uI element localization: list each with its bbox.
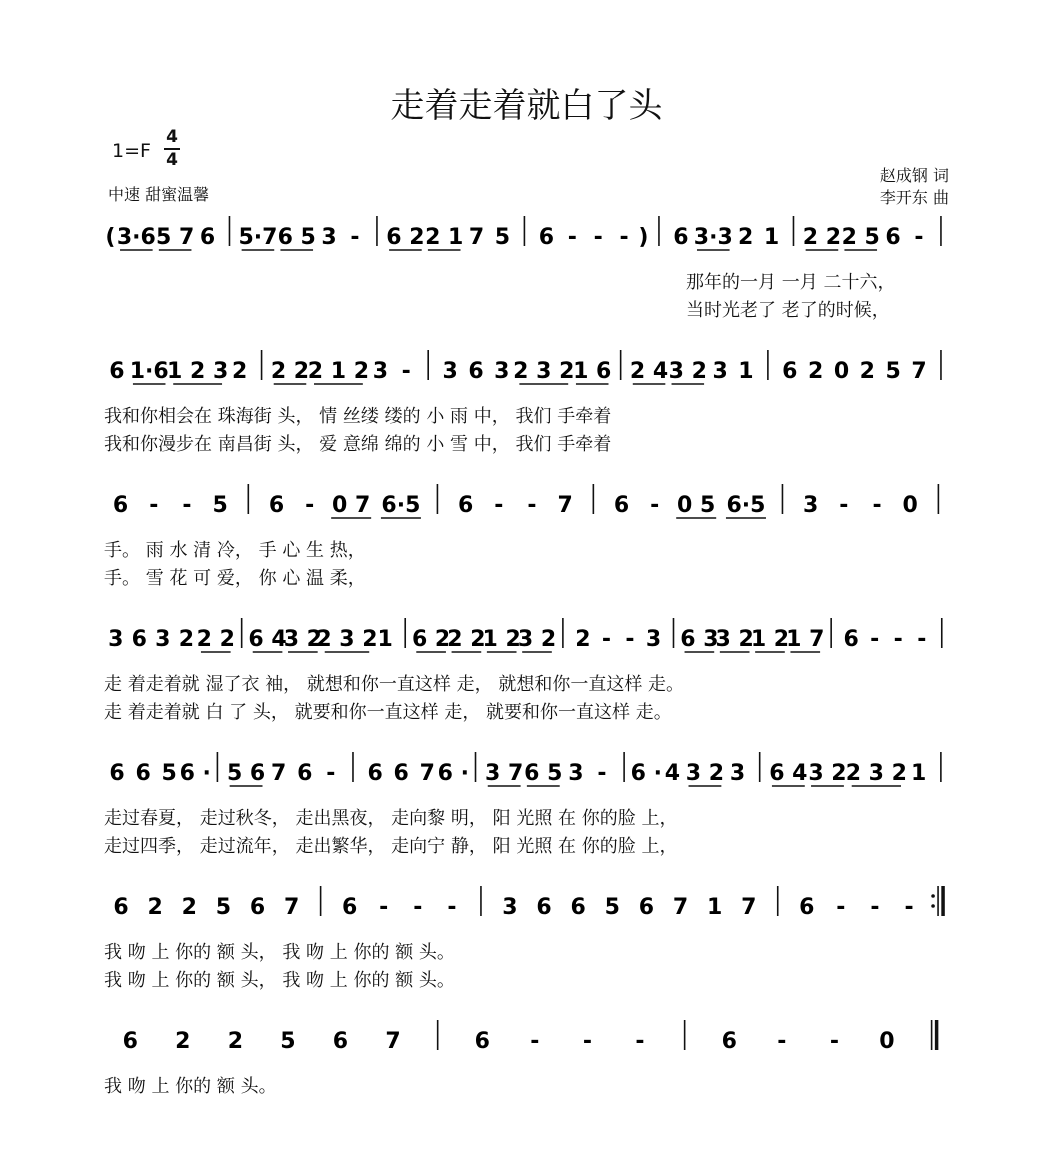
note-group: 3 7 (485, 761, 524, 786)
note-group: 6 (367, 761, 383, 786)
note-group: 6 (673, 225, 689, 250)
note-group: 6 (113, 895, 129, 920)
note-group: 5 (215, 895, 232, 920)
note-group: - (650, 493, 660, 518)
note-group: 0 (902, 493, 918, 518)
note-group: 3 (155, 627, 171, 652)
note-group: - (917, 627, 927, 652)
note-group: 6 · (437, 761, 470, 786)
note-group: 2 (227, 1029, 244, 1054)
note-group: ( (105, 225, 116, 250)
note-group: 6 (122, 1029, 138, 1054)
note-group: 7 (419, 761, 435, 786)
note-group: 3 (712, 359, 728, 384)
note-group: 6 (799, 895, 815, 920)
note-group: 6 (536, 895, 552, 920)
notation-line (0, 208, 1053, 318)
note-group: - (379, 895, 389, 920)
note-group: 3 2 (517, 627, 557, 652)
lyricist-credit: 赵成钢 词 (879, 166, 949, 185)
lyric-line-2: 走过四季， 走过流年， 走出繁华， 走向宁 静， 阳 光照 在 你的脸 上， (104, 836, 678, 857)
note-group: 2 (737, 225, 754, 250)
note-group: 1 (763, 225, 780, 250)
note-group: 3 (502, 895, 518, 920)
note-group: 6 4 (769, 761, 808, 786)
lyric-line-1: 那年的一月 一月 二十六， (686, 272, 896, 293)
note-group: - (527, 493, 537, 518)
note-group: 6 (457, 493, 474, 518)
note-group: 6 (135, 761, 151, 786)
note-group: 6 2 (386, 225, 425, 250)
note-group: 6 (468, 359, 484, 384)
note-group: 1 (706, 895, 723, 920)
note-group: 2 5 (841, 225, 880, 250)
note-group: 4 (664, 761, 681, 786)
lyric-line-1: 我 吻 上 你的 额 头。 (104, 1076, 277, 1097)
note-group: 5 (885, 359, 901, 384)
note-group: 2 (231, 359, 248, 384)
note-group: 2 2 (196, 627, 235, 652)
note-group: ) (638, 225, 649, 250)
note-group: 6 (885, 225, 901, 250)
composer-credit: 李开东 曲 (879, 188, 949, 207)
score-system-2 (0, 342, 1053, 455)
note-group: - (870, 895, 880, 920)
note-group: 7 (911, 359, 927, 384)
note-group: 2 (808, 359, 824, 384)
note-group: 6 (638, 895, 655, 920)
note-group: 2 4 (629, 359, 669, 384)
note-group: - (567, 225, 577, 250)
note-group: 2 1 2 (307, 359, 370, 384)
note-group: 6 4 (248, 627, 287, 652)
note-group: 3 2 (808, 761, 847, 786)
note-group: 3 (803, 493, 819, 518)
note-group: 5 (212, 493, 228, 518)
note-group: 2 (859, 359, 875, 384)
note-group: 6 (112, 493, 129, 518)
note-group: 6 (297, 761, 313, 786)
note-group: 7 (741, 895, 757, 920)
lyric-line-2: 手。 雪 花 可 爱， 你 心 温 柔， (104, 568, 366, 589)
note-group: - (447, 895, 457, 920)
note-group: - (635, 1029, 645, 1054)
lyric-line-1: 我 吻 上 你的 额 头， 我 吻 上 你的 额 头。 (104, 942, 455, 963)
note-group: - (619, 225, 629, 250)
note-group: 3 (321, 225, 337, 250)
note-group: 2 (575, 627, 591, 652)
note-group: - (593, 225, 603, 250)
note-group: - (904, 895, 914, 920)
note-group: 2 2 (802, 225, 842, 250)
note-group: 2 1 (425, 225, 464, 250)
note-group: 6 2 (411, 627, 451, 652)
note-group: 6 (131, 627, 147, 652)
note-group: 3 (108, 627, 124, 652)
note-group: - (413, 895, 423, 920)
note-group: 0 7 (332, 493, 371, 518)
note-group: 0 5 (677, 493, 716, 518)
notation-line (0, 1012, 1053, 1122)
note-group: - (582, 1029, 592, 1054)
note-group: 5 (604, 895, 620, 920)
score-system-5 (0, 744, 1053, 857)
note-group: 6 · (630, 761, 662, 786)
note-group: 7 (283, 895, 300, 920)
note-group: - (401, 359, 411, 384)
note-group: - (829, 1029, 839, 1054)
note-group: 5 (280, 1029, 296, 1054)
note-group: 6 (782, 359, 798, 384)
note-group: 6·5 (381, 493, 421, 518)
note-group: 5 6 (226, 761, 266, 786)
score-system-6 (0, 878, 1053, 991)
lyric-line-1: 走 着走着就 湿了衣 袖， 就想和你一直这样 走， 就想和你一直这样 走。 (104, 674, 685, 695)
repeat-dot (931, 894, 935, 898)
note-group: - (836, 895, 846, 920)
time-signature (164, 128, 180, 170)
note-group: 2 (175, 1029, 191, 1054)
note-group: 5 (161, 761, 177, 786)
note-group: - (182, 493, 192, 518)
score-system-3 (0, 476, 1053, 589)
key-signature: 1=F (112, 140, 151, 162)
note-group: 1·6 (129, 359, 169, 384)
score-system-4 (0, 610, 1053, 723)
note-group: 3·3 (693, 225, 733, 250)
note-group: - (350, 225, 360, 250)
note-group: 5·7 (238, 225, 278, 250)
note-group: 6 · (179, 761, 211, 786)
note-group: - (326, 761, 336, 786)
note-group: - (494, 493, 504, 518)
note-group: 2 3 2 (845, 761, 907, 786)
note-group: 3 (494, 359, 510, 384)
note-group: 6 (843, 627, 859, 652)
note-group: - (625, 627, 635, 652)
note-group: 7 (468, 225, 485, 250)
note-group: 6 (199, 225, 216, 250)
note-group: 5 (494, 225, 511, 250)
note-group: 6 (538, 225, 555, 250)
note-group: - (601, 627, 611, 652)
note-group: 3 (729, 761, 746, 786)
note-group: 1 2 3 (167, 359, 229, 384)
note-group: 5 7 (156, 225, 195, 250)
note-group: 6 (393, 761, 409, 786)
note-group: 6 (268, 493, 285, 518)
note-group: 6 3 (680, 627, 719, 652)
note-group: 3 (372, 359, 389, 384)
note-group: 6·5 (726, 493, 766, 518)
note-group: 2 2 (270, 359, 310, 384)
note-group: - (530, 1029, 540, 1054)
note-group: 7 (672, 895, 689, 920)
note-group: 3 2 (685, 761, 725, 786)
note-group: - (149, 493, 159, 518)
note-group: - (305, 493, 315, 518)
note-group: 3 2 (283, 627, 322, 652)
lyric-line-1: 我和你相会在 珠海街 头， 情 丝缕 缕的 小 雨 中， 我们 手牵着 (104, 406, 612, 427)
note-group: 1 2 (750, 627, 790, 652)
note-group: 2 3 2 (513, 359, 575, 384)
note-group: - (839, 493, 849, 518)
note-group: 6 (332, 1029, 349, 1054)
note-group: 1 (911, 761, 927, 786)
note-group: 6 (341, 895, 358, 920)
note-group: 6 (249, 895, 266, 920)
repeat-dot (931, 904, 935, 908)
note-group: 6 (721, 1029, 737, 1054)
note-group: 6 (109, 761, 125, 786)
note-group: 0 (833, 359, 850, 384)
lyric-line-2: 走 着走着就 白 了 头， 就要和你一直这样 走， 就要和你一直这样 走。 (104, 702, 672, 723)
note-group: 3·6 (116, 225, 156, 250)
lyric-line-2: 我 吻 上 你的 额 头， 我 吻 上 你的 额 头。 (104, 970, 455, 991)
note-group: 7 (271, 761, 287, 786)
note-group: 6 5 (524, 761, 563, 786)
lyric-line-2: 当时光老了 老了的时候， (686, 300, 890, 321)
note-group: - (893, 627, 903, 652)
note-group: 7 (557, 493, 573, 518)
score-system-7 (0, 1012, 1053, 1122)
note-group: 1 (738, 359, 754, 384)
score-system-1 (0, 208, 1053, 321)
note-group: 6 (570, 895, 586, 920)
note-group: 3 2 (668, 359, 707, 384)
note-group: 3 (645, 627, 662, 652)
song-title: 走着走着就白了头 (390, 86, 663, 126)
note-group: 6 (109, 359, 125, 384)
note-group: 1 2 (482, 627, 521, 652)
note-group: 6 (613, 493, 630, 518)
note-group: - (872, 493, 882, 518)
note-group: 6 (474, 1029, 490, 1054)
note-group: 3 2 (715, 627, 754, 652)
note-group: - (597, 761, 607, 786)
tempo-marking: 中速 甜蜜温馨 (108, 185, 210, 204)
note-group: 6 5 (277, 225, 316, 250)
note-group: - (870, 627, 880, 652)
note-group: 0 (879, 1029, 895, 1054)
note-group: 3 (568, 761, 584, 786)
lyric-line-2: 我和你漫步在 南昌街 头， 爱 意绵 绵的 小 雪 中， 我们 手牵着 (104, 434, 612, 455)
note-group: 2 (178, 627, 195, 652)
note-group: 2 2 (447, 627, 486, 652)
note-group: 1 6 (573, 359, 612, 384)
note-group: 7 (385, 1029, 401, 1054)
note-group: 2 (181, 895, 197, 920)
time-signature-bottom: 4 (166, 150, 178, 170)
note-group: 1 7 (786, 627, 825, 652)
note-group: - (777, 1029, 787, 1054)
lyric-line-1: 走过春夏， 走过秋冬， 走出黑夜， 走向黎 明， 阳 光照 在 你的脸 上， (104, 808, 678, 829)
note-group: 2 3 2 (316, 627, 378, 652)
note-group: 1 (377, 627, 393, 652)
time-signature-top: 4 (166, 127, 178, 147)
note-group: 3 (442, 359, 458, 384)
note-group: - (914, 225, 924, 250)
note-group: 2 (147, 895, 163, 920)
lyric-line-1: 手。 雨 水 清 冷， 手 心 生 热， (104, 540, 366, 561)
